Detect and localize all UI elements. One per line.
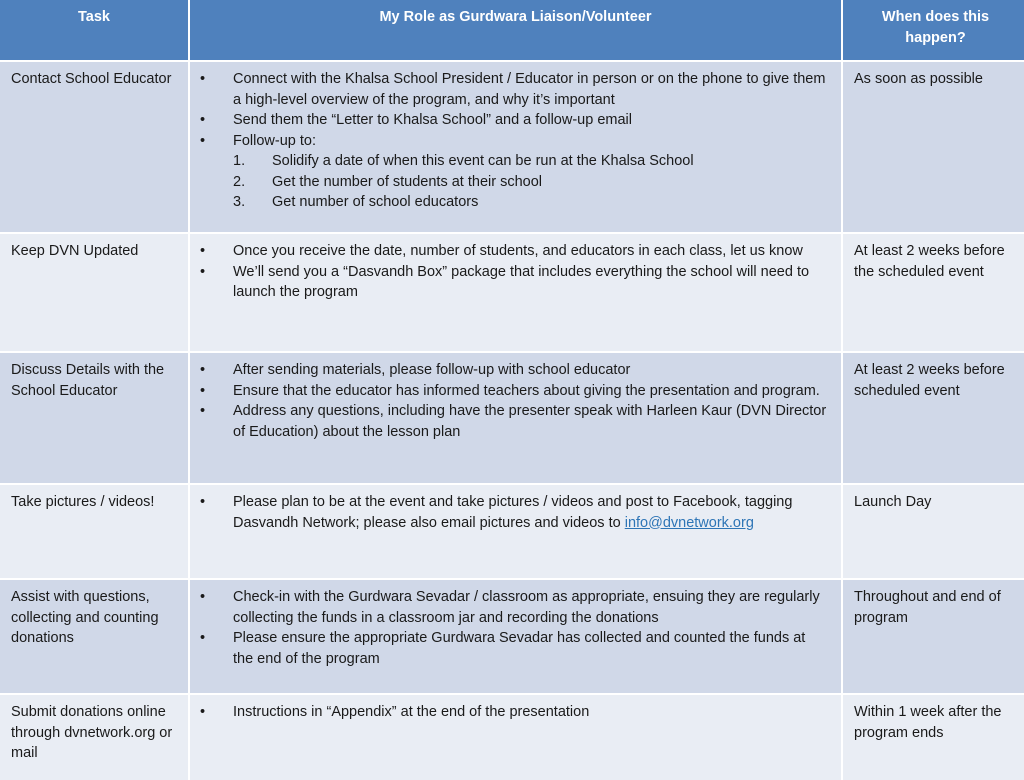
role-cell	[190, 234, 841, 351]
role-bullet: • Connect with the Khalsa School President / Educator in person or on the phone to give them a high-level overview of the program, and why it’s important	[200, 69, 829, 110]
header-role: My Role as Gurdwara Liaison/Volunteer	[190, 0, 841, 60]
when-cell: Throughout and end of program	[843, 580, 1024, 693]
header-task: Task	[0, 0, 188, 60]
task-cell: Keep DVN Updated	[0, 234, 188, 351]
when-cell: Within 1 week after the program ends	[843, 695, 1024, 780]
email-link[interactable]: info@dvnetwork.org	[624, 514, 754, 531]
role-bullet: • Check-in with the Gurdwara Sevadar / classroom as appropriate, ensuing they are regularly collecting the funds in a classroom jar and recording the donations	[200, 587, 829, 628]
role-bullet: • Please ensure the appropriate Gurdwara Sevadar has collected and counted the funds at the end of the program	[200, 628, 829, 669]
role-bullet: • Address any questions, including have the presenter speak with Harleen Kaur (DVN Director of Education) about the lesson plan	[200, 401, 829, 442]
role-bullet: • Please plan to be at the event and take pictures / videos and post to Facebook, tagging Dasvandh Network; please also email pictures and videos to info@dvnetwork.org	[200, 492, 829, 533]
role-bullet: • Follow-up to:	[200, 131, 829, 152]
role-cell	[190, 695, 841, 780]
header-when: When does this happen?	[843, 0, 1024, 60]
when-cell: At least 2 weeks before scheduled event	[843, 353, 1024, 483]
role-cell	[190, 485, 841, 578]
role-numbered-item: 3. Get number of school educators	[233, 194, 479, 210]
role-bullet: • Once you receive the date, number of students, and educators in each class, let us know	[200, 241, 829, 262]
task-cell: Submit donations online through dvnetwork.org or mail	[0, 695, 188, 780]
task-cell: Take pictures / videos!	[0, 485, 188, 578]
when-cell: As soon as possible	[843, 62, 1024, 232]
task-cell: Discuss Details with the School Educator	[0, 353, 188, 483]
role-cell	[190, 62, 841, 232]
role-numbered-item: 1. Solidify a date of when this event can be run at the Khalsa School	[233, 153, 694, 169]
role-bullet: • Instructions in “Appendix” at the end of the presentation	[200, 702, 829, 723]
role-bullet: • Ensure that the educator has informed teachers about giving the presentation and program.	[200, 381, 829, 402]
task-cell: Contact School Educator	[0, 62, 188, 232]
role-bullet: • We’ll send you a “Dasvandh Box” package that includes everything the school will need to launch the program	[200, 262, 829, 303]
role-cell	[190, 580, 841, 693]
when-cell: At least 2 weeks before the scheduled event	[843, 234, 1024, 351]
role-numbered-item: 2. Get the number of students at their school	[233, 173, 543, 190]
role-bullet: • Send them the “Letter to Khalsa School” and a follow-up email	[200, 110, 829, 131]
role-bullet: • After sending materials, please follow-up with school educator	[200, 360, 829, 381]
task-cell: Assist with questions, collecting and counting donations	[0, 580, 188, 693]
role-cell	[190, 353, 841, 483]
when-cell: Launch Day	[843, 485, 1024, 578]
